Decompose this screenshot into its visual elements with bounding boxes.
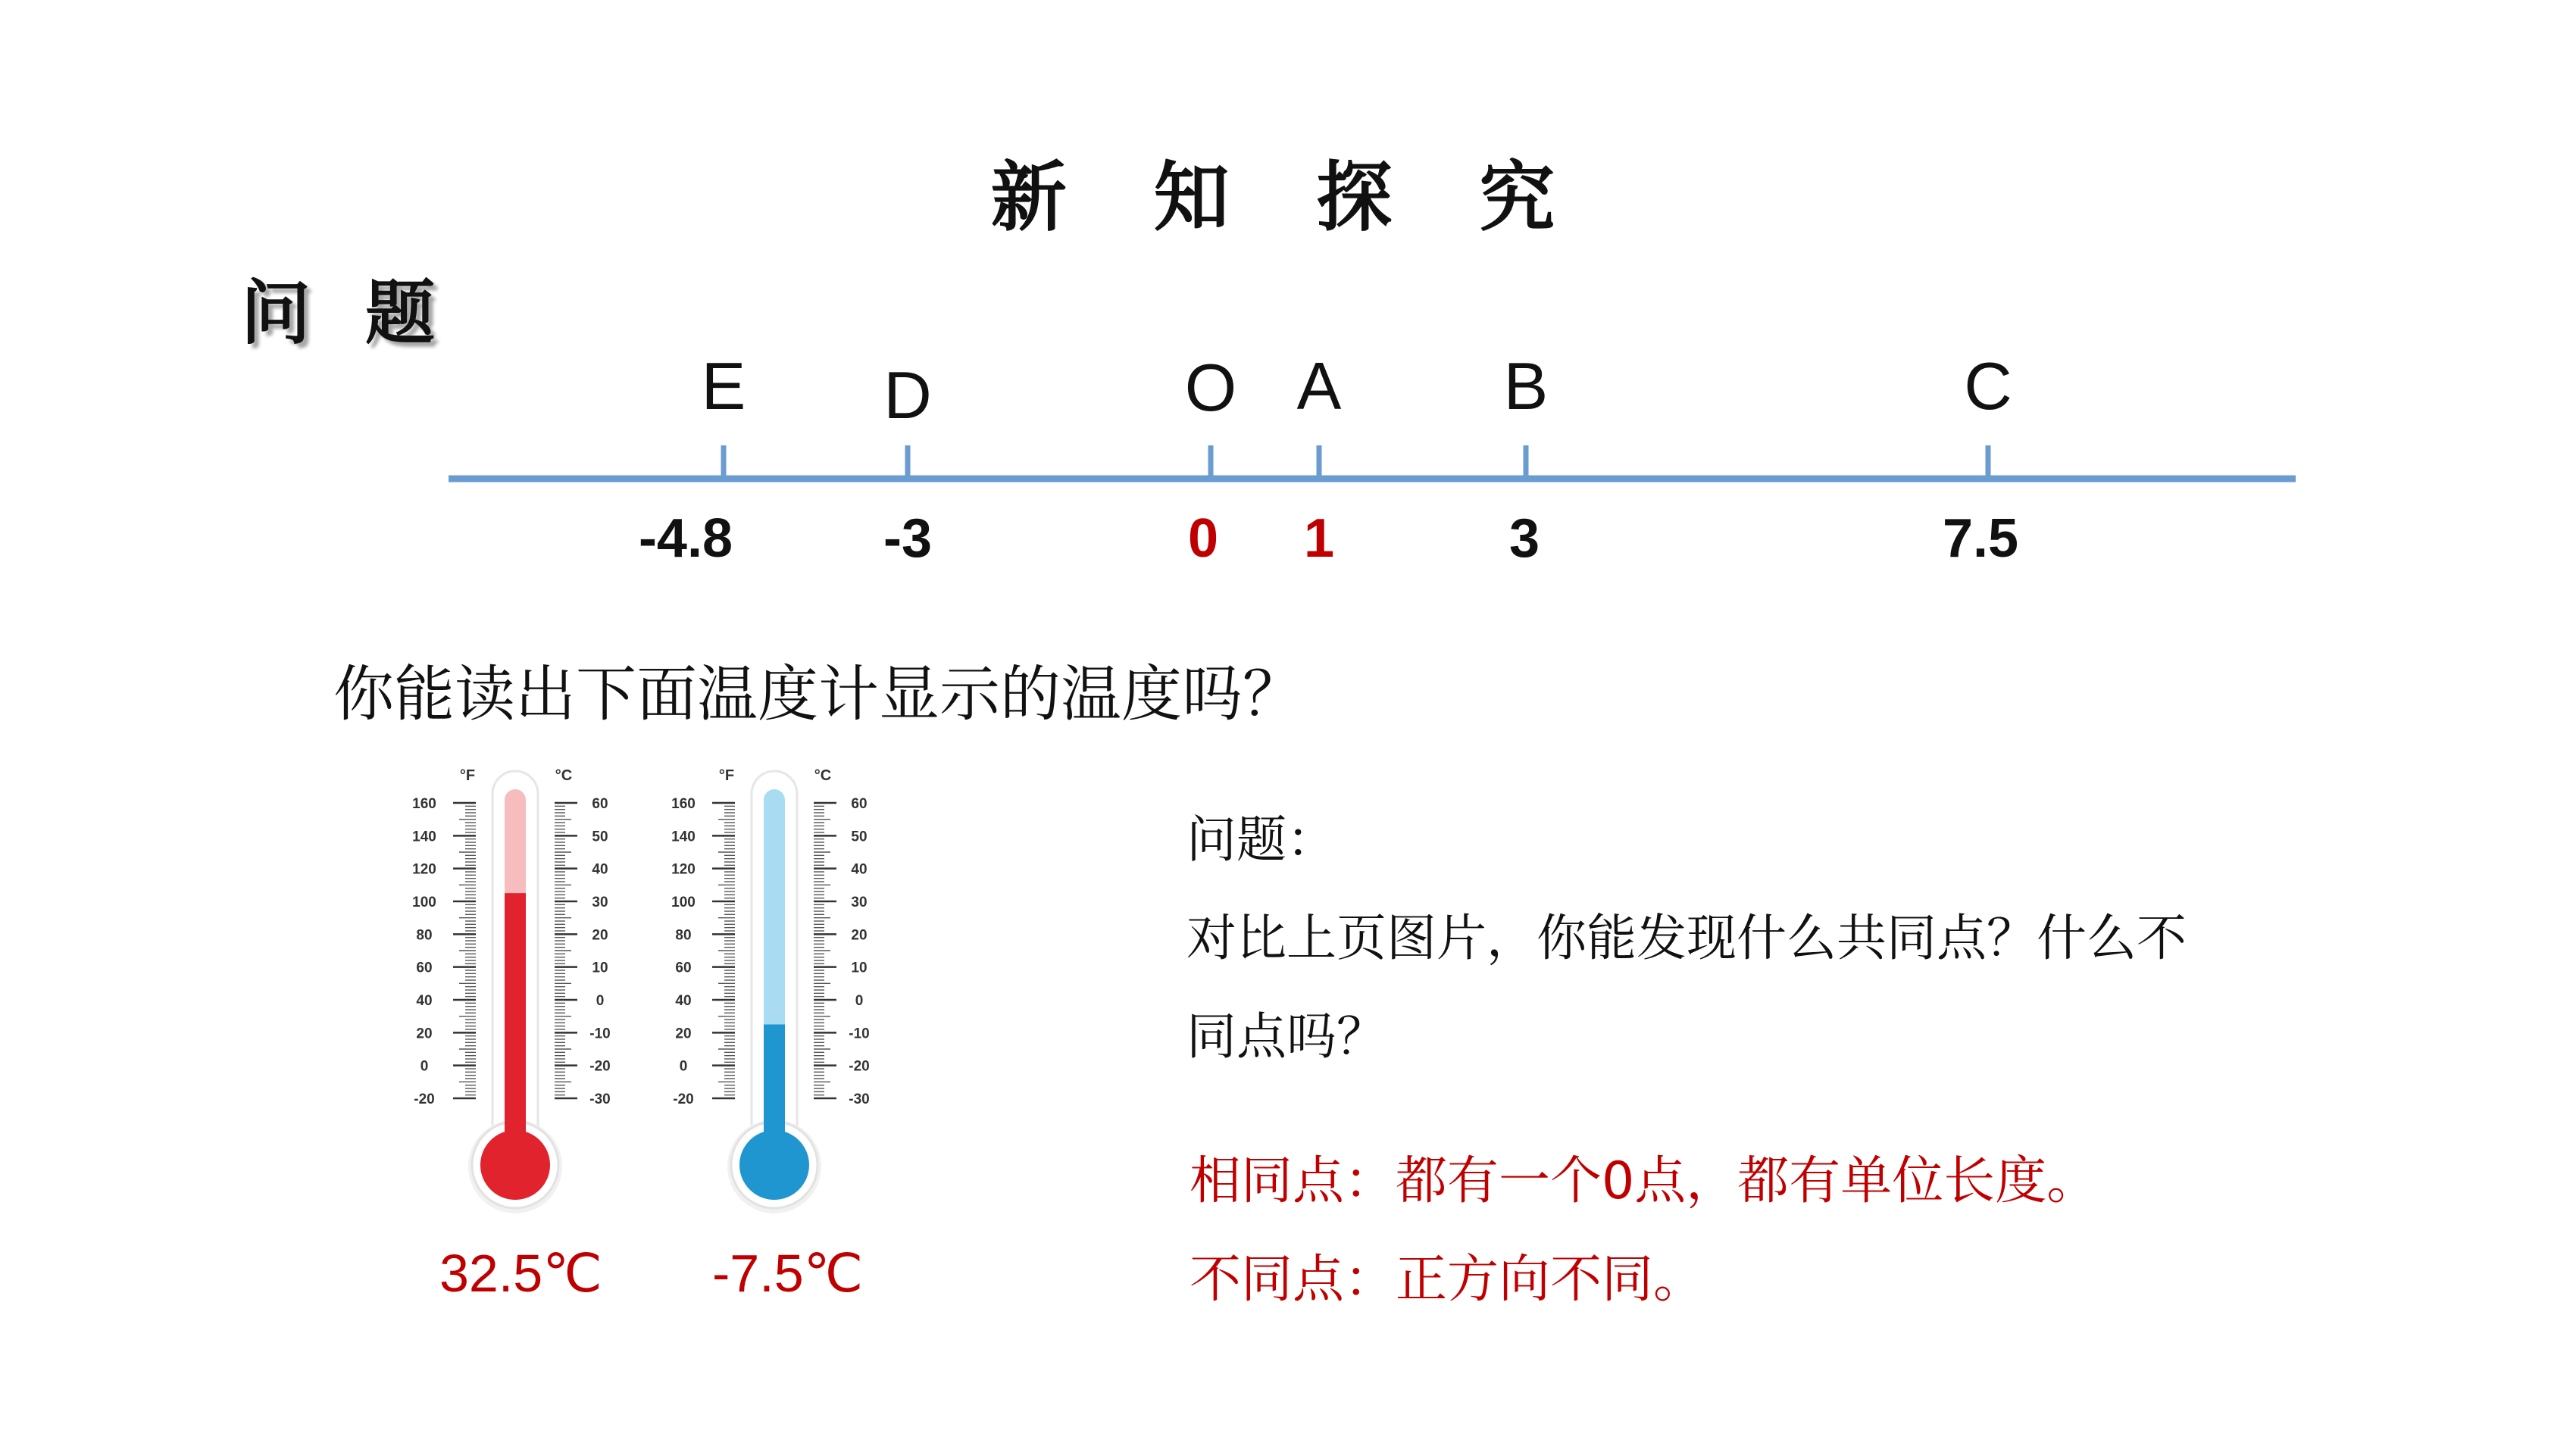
answer-same: 相同点：都有一个0点，都有单位长度。 [1190,1151,2099,1211]
point-letter-a: A [1296,348,1342,423]
f-tick-label: 40 [416,993,433,1009]
f-tick-label: 160 [412,796,436,812]
point-value-b: 3 [1508,508,1540,569]
c-tick-label: -10 [589,1026,611,1042]
point-letter-e: E [701,348,746,423]
f-tick-label: 80 [675,927,692,944]
c-tick-label: 40 [851,861,868,878]
f-tick-label: 120 [412,861,436,878]
f-tick-label: -20 [414,1091,435,1107]
question-text: 你能读出下面温度计显示的温度吗？ [333,659,1303,729]
f-tick-label: 160 [671,796,696,812]
c-tick-label: -30 [849,1091,870,1107]
number-line [0,0,2576,606]
c-tick-label: 10 [851,960,868,976]
point-value-a: 1 [1303,508,1335,569]
c-tick-label: 20 [851,927,868,944]
bulb-fill [480,1130,550,1200]
f-tick-label: 100 [671,895,696,910]
c-tick-label: 20 [592,927,608,944]
point-value-c: 7.5 [1942,508,2019,569]
c-tick-label: 40 [592,861,608,878]
f-tick-label: 20 [675,1026,692,1042]
point-value-e: -4.8 [638,508,733,569]
c-tick-label: -30 [589,1091,611,1107]
thermometer-blue [653,757,896,1227]
c-tick-label: 0 [596,993,605,1009]
point-letter-c: C [1964,348,2012,423]
discussion-label: 问题： [1186,810,1336,869]
celsius-unit: °C [814,767,832,784]
f-tick-label: -20 [673,1091,694,1107]
c-tick-label: 10 [592,960,608,976]
mercury-column [505,893,526,1151]
point-letter-b: B [1503,348,1549,423]
fahrenheit-unit: °F [718,767,735,784]
reading-red: 32.5℃ [439,1244,602,1303]
f-tick-label: 80 [416,927,433,944]
reading-blue: -7.5℃ [712,1244,864,1303]
point-letter-d: D [883,358,932,433]
f-tick-label: 140 [412,829,436,845]
point-letter-o: O [1184,350,1237,425]
c-tick-label: 60 [592,796,608,812]
discussion-line-1: 对比上页图片，你能发现什么共同点？什么不 [1186,909,2187,967]
f-tick-label: 60 [416,960,433,976]
discussion-line-2: 同点吗？ [1186,1007,1386,1066]
f-tick-label: 20 [416,1026,433,1042]
c-tick-label: 50 [592,829,608,845]
c-tick-label: 60 [851,796,868,812]
bulb-fill [739,1130,809,1200]
c-tick-label: -20 [849,1058,870,1075]
c-tick-label: 30 [851,895,868,910]
celsius-unit: °C [555,767,573,784]
thermometer-red [394,757,636,1227]
c-tick-label: 50 [851,829,868,845]
point-value-d: -3 [883,508,933,569]
c-tick-label: 30 [592,895,608,910]
problem-heading: 问 题 [241,273,451,354]
f-tick-label: 100 [412,895,436,910]
fahrenheit-unit: °F [459,767,476,784]
f-tick-label: 120 [671,861,696,878]
f-tick-label: 0 [420,1058,429,1075]
f-tick-label: 40 [675,993,692,1009]
f-tick-label: 60 [675,960,692,976]
point-value-o: 0 [1187,508,1219,569]
c-tick-label: 0 [855,993,864,1009]
f-tick-label: 0 [679,1058,688,1075]
f-tick-label: 140 [671,829,696,845]
answer-different: 不同点：正方向不同。 [1190,1250,1705,1310]
c-tick-label: -10 [849,1026,870,1042]
c-tick-label: -20 [589,1058,611,1075]
page-title: 新 知 探 究 [990,153,1586,242]
